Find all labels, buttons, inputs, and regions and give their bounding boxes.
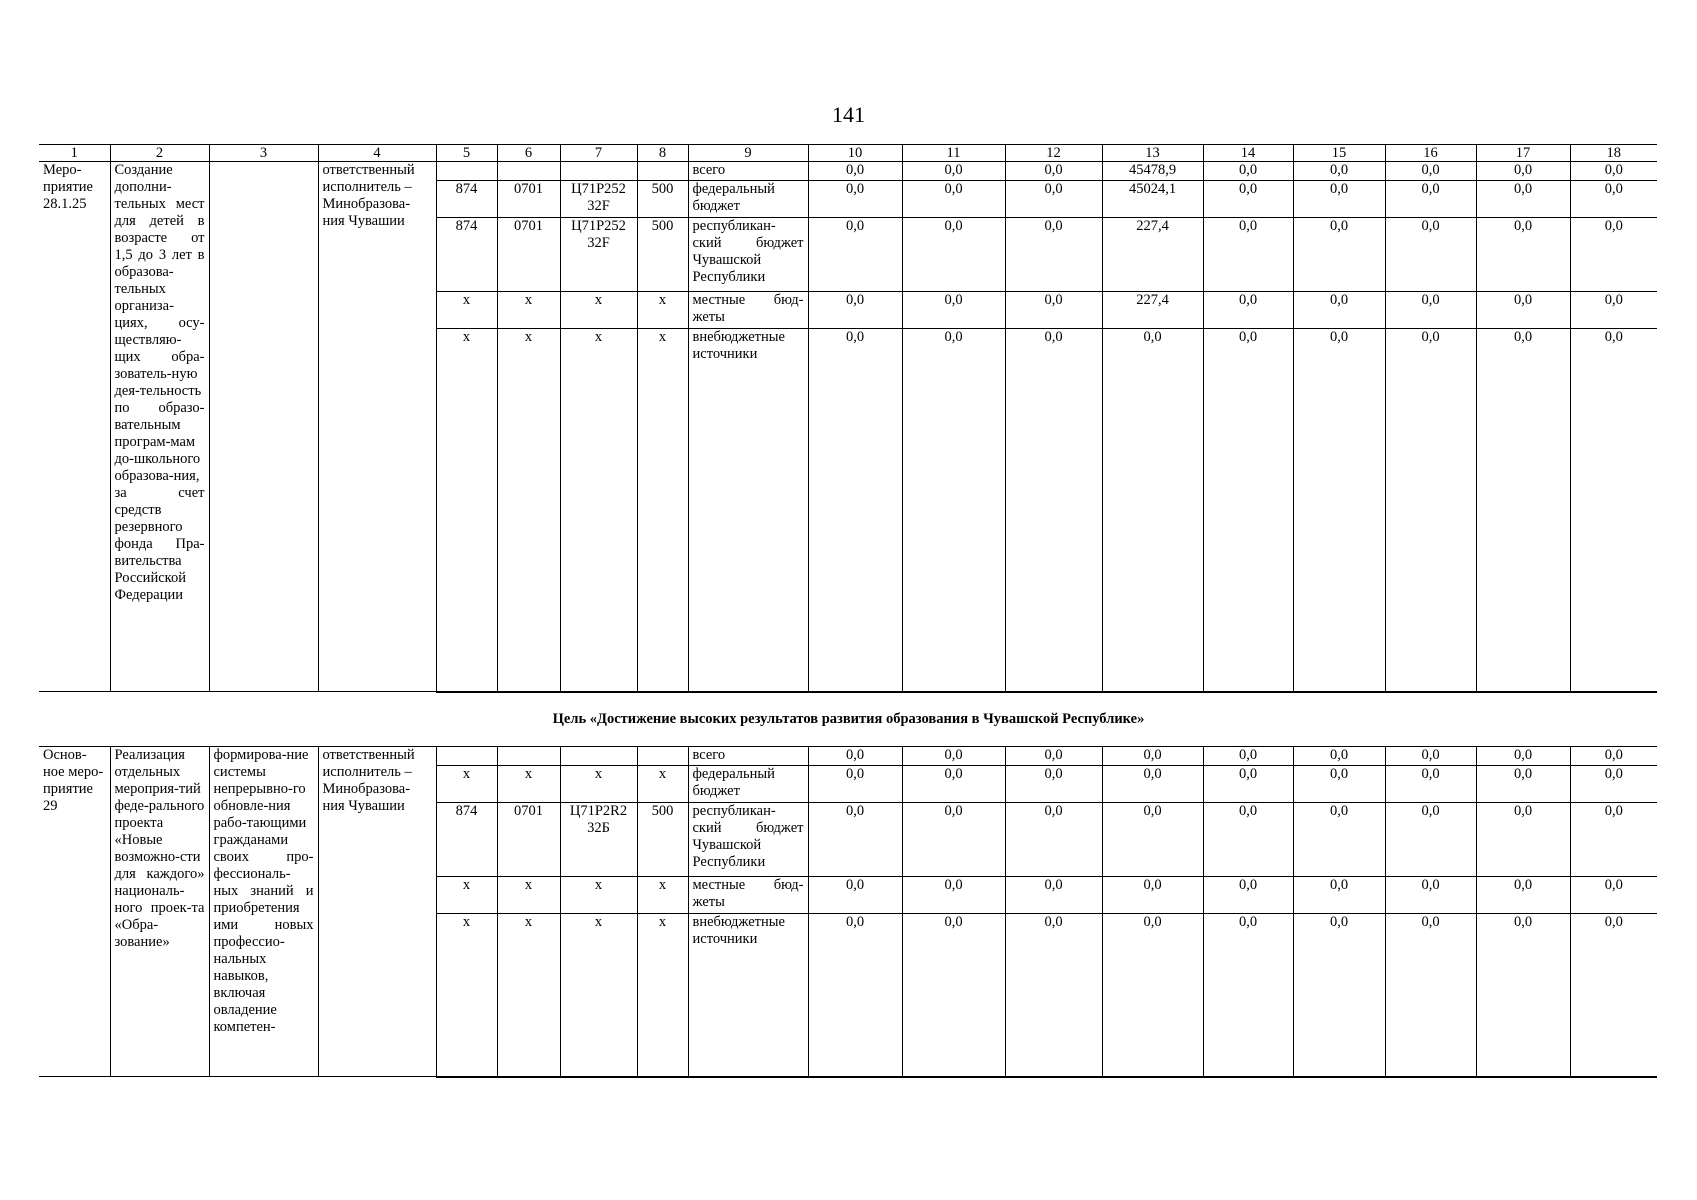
cell-grbs [436, 747, 497, 766]
cell-value: 0,0 [1203, 914, 1293, 1077]
header-cell: 11 [902, 145, 1005, 162]
header-cell: 2 [110, 145, 209, 162]
cell-rzpr: х [497, 766, 560, 803]
cell-value: 0,0 [1570, 766, 1657, 803]
cell-value: 0,0 [1293, 181, 1385, 218]
cell-value: 0,0 [1005, 803, 1102, 877]
cell-grbs: х [436, 766, 497, 803]
cell-value: 0,0 [1385, 747, 1476, 766]
cell-vr [637, 162, 688, 181]
cell-value: 0,0 [1476, 329, 1570, 692]
cell-value: 0,0 [1005, 162, 1102, 181]
cell-value: 0,0 [1005, 292, 1102, 329]
cell-value: 0,0 [1293, 329, 1385, 692]
cell-value: 0,0 [1570, 292, 1657, 329]
header-cell: 10 [808, 145, 902, 162]
cell-rzpr [497, 162, 560, 181]
cell-value: 0,0 [1102, 329, 1203, 692]
cell-value: 0,0 [1570, 329, 1657, 692]
cell-value: 0,0 [808, 329, 902, 692]
cell-value: 0,0 [1203, 877, 1293, 914]
cell-value: 0,0 [1476, 218, 1570, 292]
cell-csr: х [560, 292, 637, 329]
cell-value: 0,0 [1203, 329, 1293, 692]
cell-value: 0,0 [1385, 292, 1476, 329]
cell-value: 0,0 [808, 803, 902, 877]
cell-value: 0,0 [1476, 181, 1570, 218]
cell-vr: х [637, 766, 688, 803]
header-cell: 13 [1102, 145, 1203, 162]
header-cell: 17 [1476, 145, 1570, 162]
header-cell: 18 [1570, 145, 1657, 162]
responsible-executor: ответственный исполнитель – Минобразова-ния Чувашии [318, 162, 436, 692]
cell-source: внебюджетные источники [688, 329, 808, 692]
cell-value: 227,4 [1102, 292, 1203, 329]
cell-value: 0,0 [902, 877, 1005, 914]
cell-value: 0,0 [1570, 747, 1657, 766]
cell-value: 0,0 [1293, 292, 1385, 329]
cell-source: всего [688, 747, 808, 766]
header-cell: 14 [1203, 145, 1293, 162]
cell-rzpr: х [497, 914, 560, 1077]
cell-value: 0,0 [902, 747, 1005, 766]
cell-value: 0,0 [1570, 914, 1657, 1077]
responsible-executor: ответственный исполнитель – Минобразова-ния Чувашии [318, 747, 436, 1077]
cell-value: 0,0 [1005, 914, 1102, 1077]
measure-id: Меро-приятие 28.1.25 [39, 162, 110, 692]
header-cell: 1 [39, 145, 110, 162]
cell-value: 0,0 [1102, 914, 1203, 1077]
cell-value: 0,0 [1476, 766, 1570, 803]
cell-value: 0,0 [1203, 803, 1293, 877]
cell-rzpr: 0701 [497, 803, 560, 877]
cell-source: всего [688, 162, 808, 181]
cell-value: 0,0 [1570, 218, 1657, 292]
cell-value: 0,0 [902, 162, 1005, 181]
cell-value: 0,0 [1385, 218, 1476, 292]
cell-value: 0,0 [1203, 181, 1293, 218]
cell-value: 0,0 [1385, 803, 1476, 877]
cell-value: 0,0 [1203, 766, 1293, 803]
header-cell: 12 [1005, 145, 1102, 162]
cell-rzpr: х [497, 877, 560, 914]
cell-vr: 500 [637, 181, 688, 218]
cell-grbs: х [436, 914, 497, 1077]
cell-vr: 500 [637, 218, 688, 292]
page-number: 141 [832, 102, 865, 127]
cell-value: 0,0 [1203, 162, 1293, 181]
cell-csr: Ц71P2R2 32Б [560, 803, 637, 877]
cell-value: 0,0 [1476, 292, 1570, 329]
cell-value: 0,0 [808, 162, 902, 181]
cell-csr [560, 162, 637, 181]
cell-value: 0,0 [1203, 747, 1293, 766]
cell-grbs: 874 [436, 218, 497, 292]
cell-csr: Ц71P252 32F [560, 181, 637, 218]
cell-value: 0,0 [1293, 747, 1385, 766]
cell-value: 0,0 [808, 766, 902, 803]
cell-vr: х [637, 292, 688, 329]
header-cell: 15 [1293, 145, 1385, 162]
cell-source: местные бюд-жеты [688, 292, 808, 329]
cell-value: 0,0 [1570, 181, 1657, 218]
header-cell: 9 [688, 145, 808, 162]
cell-value: 0,0 [1005, 181, 1102, 218]
cell-value: 0,0 [1385, 181, 1476, 218]
cell-value: 0,0 [1385, 914, 1476, 1077]
cell-value: 0,0 [902, 218, 1005, 292]
cell-value: 0,0 [1476, 914, 1570, 1077]
cell-source: внебюджетные источники [688, 914, 808, 1077]
table-row [39, 747, 1657, 766]
cell-vr: 500 [637, 803, 688, 877]
header-cell: 8 [637, 145, 688, 162]
cell-value: 0,0 [1476, 162, 1570, 181]
header-cell: 6 [497, 145, 560, 162]
cell-value: 0,0 [1293, 803, 1385, 877]
cell-value: 0,0 [902, 803, 1005, 877]
measure-name: Создание дополни-тельных мест для детей в возрасте от 1,5 до 3 лет в образова-тельных организа-циях, осу-ществляю-щих обра-зователь-ную дея-тельность по образо-вательным програм-мам до-школьного образова-ния, за счет средств резервного фонда Пра-вительства Российской Федерации [110, 162, 209, 692]
cell-value: 0,0 [1102, 877, 1203, 914]
cell-value: 0,0 [1102, 803, 1203, 877]
cell-source: федеральный бюджет [688, 766, 808, 803]
cell-grbs: х [436, 292, 497, 329]
cell-value: 0,0 [1203, 218, 1293, 292]
cell-value: 0,0 [1385, 877, 1476, 914]
measure-goal [209, 162, 318, 692]
header-cell: 7 [560, 145, 637, 162]
cell-vr: х [637, 914, 688, 1077]
header-row [39, 145, 1657, 162]
cell-value: 0,0 [1005, 766, 1102, 803]
cell-vr: х [637, 329, 688, 692]
cell-value: 0,0 [1570, 803, 1657, 877]
cell-value: 0,0 [1570, 162, 1657, 181]
cell-value: 0,0 [1293, 218, 1385, 292]
cell-source: местные бюд-жеты [688, 877, 808, 914]
measure-name: Реализация отдельных мероприя-тий феде-рального проекта «Новые возможно-сти для каждого» националь-ного проек-та «Обра-зование» [110, 747, 209, 1077]
cell-value: 0,0 [1385, 766, 1476, 803]
header-cell: 16 [1385, 145, 1476, 162]
cell-value: 0,0 [902, 181, 1005, 218]
cell-value: 0,0 [1203, 292, 1293, 329]
cell-value: 0,0 [1005, 877, 1102, 914]
cell-value: 0,0 [808, 218, 902, 292]
measure-id: Основ-ное меро-приятие 29 [39, 747, 110, 1077]
cell-grbs: х [436, 329, 497, 692]
cell-csr: х [560, 914, 637, 1077]
cell-value: 0,0 [1293, 877, 1385, 914]
cell-csr: Ц71P252 32F [560, 218, 637, 292]
cell-value: 0,0 [808, 181, 902, 218]
header-cell: 5 [436, 145, 497, 162]
cell-value: 0,0 [1102, 766, 1203, 803]
cell-value: 0,0 [1385, 162, 1476, 181]
cell-value: 0,0 [1476, 877, 1570, 914]
cell-value: 0,0 [902, 329, 1005, 692]
header-cell: 3 [209, 145, 318, 162]
budget-table-1 [39, 144, 1657, 693]
cell-value: 0,0 [1005, 218, 1102, 292]
cell-value: 0,0 [808, 914, 902, 1077]
cell-value: 0,0 [1102, 747, 1203, 766]
cell-csr: х [560, 329, 637, 692]
measure-goal: формирова-ние системы непрерывно-го обновле-ния рабо-тающими гражданами своих про-фессиональ-ных знаний и приобретения ими новых профессио-нальных навыков, включая овладение компетен- [209, 747, 318, 1077]
cell-value: 0,0 [808, 292, 902, 329]
cell-value: 0,0 [1385, 329, 1476, 692]
cell-value: 0,0 [1476, 747, 1570, 766]
cell-value: 0,0 [902, 292, 1005, 329]
cell-source: федеральный бюджет [688, 181, 808, 218]
cell-rzpr: 0701 [497, 218, 560, 292]
budget-table-2 [39, 746, 1657, 1078]
cell-value: 0,0 [808, 747, 902, 766]
cell-rzpr: 0701 [497, 181, 560, 218]
cell-vr [637, 747, 688, 766]
cell-value: 0,0 [1476, 803, 1570, 877]
cell-grbs: 874 [436, 803, 497, 877]
cell-source: республикан-ский бюджет Чувашской Республики [688, 218, 808, 292]
cell-value: 0,0 [1293, 162, 1385, 181]
header-cell: 4 [318, 145, 436, 162]
cell-value: 227,4 [1102, 218, 1203, 292]
cell-value: 0,0 [808, 877, 902, 914]
cell-csr: х [560, 766, 637, 803]
cell-grbs: 874 [436, 181, 497, 218]
goal-title: Цель «Достижение высоких результатов развития образования в Чувашской Республике» [552, 711, 1145, 727]
cell-grbs: х [436, 877, 497, 914]
cell-value: 0,0 [902, 766, 1005, 803]
cell-csr: х [560, 877, 637, 914]
cell-value: 0,0 [1570, 877, 1657, 914]
cell-rzpr: х [497, 292, 560, 329]
cell-source: республикан-ский бюджет Чувашской Республики [688, 803, 808, 877]
cell-rzpr: х [497, 329, 560, 692]
cell-csr [560, 747, 637, 766]
cell-vr: х [637, 877, 688, 914]
cell-value: 0,0 [1005, 329, 1102, 692]
cell-grbs [436, 162, 497, 181]
cell-value: 0,0 [1293, 766, 1385, 803]
cell-rzpr [497, 747, 560, 766]
cell-value: 45024,1 [1102, 181, 1203, 218]
table-row [39, 162, 1657, 181]
cell-value: 45478,9 [1102, 162, 1203, 181]
cell-value: 0,0 [1005, 747, 1102, 766]
cell-value: 0,0 [902, 914, 1005, 1077]
cell-value: 0,0 [1293, 914, 1385, 1077]
